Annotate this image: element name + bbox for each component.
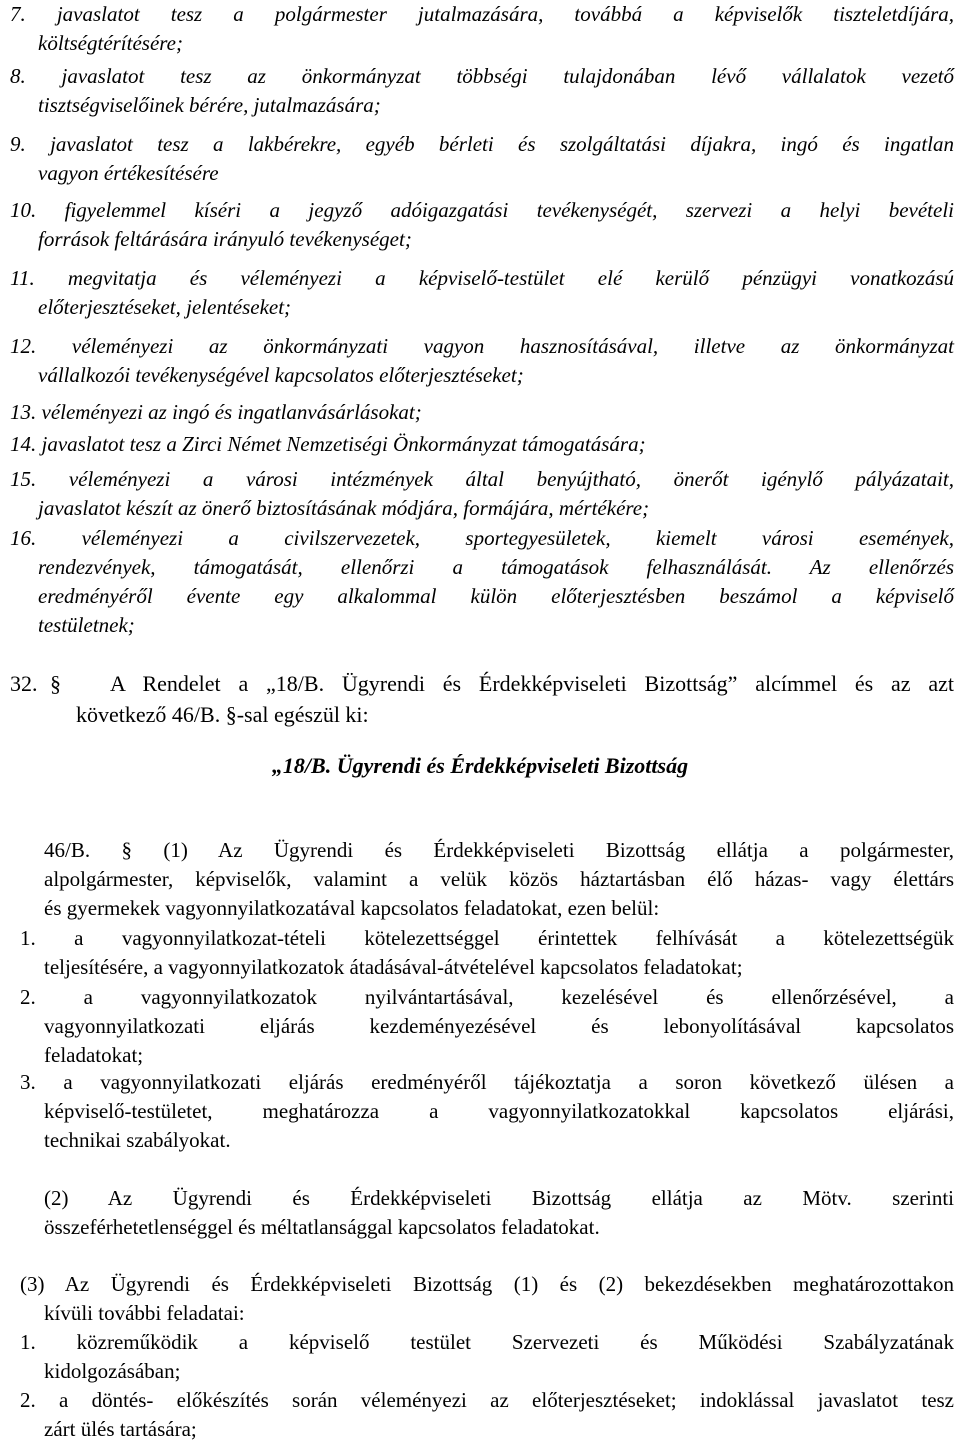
- section-text-line: következő 46/B. §-sal egészül ki:: [76, 702, 369, 727]
- item-number: 2.: [20, 985, 36, 1009]
- item-number: 2.: [20, 1388, 36, 1412]
- item-text-line: véleményezi a civilszervezetek, sportegyesületek, kiemelt városi események,: [81, 526, 954, 550]
- item-text-line: véleményezi az ingó és ingatlanvásárlásokat;: [41, 400, 422, 424]
- item-text-line: feladatokat;: [44, 1043, 144, 1067]
- list-item-15: [10, 465, 954, 523]
- paragraph-2: [44, 1184, 954, 1242]
- list-item-8: [10, 62, 954, 120]
- item-text-line: előterjesztéseket, jelentéseket;: [38, 295, 292, 319]
- section-symbol: §: [50, 671, 61, 696]
- item-text-line: véleményezi az önkormányzati vagyon hasznosításával, illetve az önkormányzat: [71, 334, 954, 358]
- list-item-16: [10, 524, 954, 640]
- list-item-10: [10, 196, 954, 254]
- item-text-line: javaslatot tesz a Zirci Német Nemzetiségi Önkormányzat támogatására;: [41, 432, 646, 456]
- paragraph-1: [44, 836, 954, 923]
- list-b-item-2: [20, 983, 954, 1070]
- paragraph-text-line: (3) Az Ügyrendi és Érdekképviseleti Bizottság (1) és (2) bekezdésekben meghatározottakon: [20, 1272, 954, 1296]
- list-item-9: [10, 130, 954, 188]
- paragraph-3: [20, 1270, 954, 1328]
- item-number: 9.: [10, 132, 26, 156]
- paragraph-text-line: (2) Az Ügyrendi és Érdekképviseleti Bizottság ellátja az Mötv. szerinti: [44, 1186, 954, 1210]
- item-text-line: javaslatot tesz az önkormányzat többségi tulajdonában lévő vállalatok vezető: [61, 64, 954, 88]
- list-item-11: [10, 264, 954, 322]
- paragraph-text-line: és gyermekek vagyonnyilatkozatával kapcsolatos feladatokat, ezen belül:: [44, 896, 660, 920]
- item-text-line: közreműködik a képviselő testület Szervezeti és Működési Szabályzatának: [76, 1330, 955, 1354]
- item-number: 11.: [10, 266, 35, 290]
- item-text-line: költségtérítésére;: [38, 31, 184, 55]
- item-text-line: vállalkozói tevékenységével kapcsolatos előterjesztéseket;: [38, 363, 524, 387]
- item-text-line: rendezvények, támogatását, ellenőrzi a támogatások felhasználását. Az ellenőrzés: [38, 555, 954, 579]
- list-item-12: [10, 332, 954, 390]
- item-text-line: testületnek;: [38, 613, 135, 637]
- item-text-line: vagyonnyilatkozati eljárás kezdeményezésével és lebonyolításával kapcsolatos: [44, 1014, 954, 1038]
- list-item-14: [10, 430, 954, 459]
- item-text-line: teljesítésére, a vagyonnyilatkozatok átadásával-átvételével kapcsolatos feladatokat;: [44, 955, 743, 979]
- list-b-item-3: [20, 1068, 954, 1155]
- item-number: 15.: [10, 467, 37, 491]
- item-number: 8.: [10, 64, 26, 88]
- item-number: 14.: [10, 432, 37, 456]
- item-text-line: eredményéről évente egy alkalommal külön előterjesztésben beszámol a képviselő: [38, 584, 954, 608]
- item-number: 13.: [10, 400, 37, 424]
- paragraph-text-line: 46/B. § (1) Az Ügyrendi és Érdekképviseleti Bizottság ellátja a polgármester,: [44, 838, 954, 862]
- item-text-line: képviselő-testületet, meghatározza a vagyonnyilatkozatokkal kapcsolatos eljárási,: [44, 1099, 954, 1123]
- item-number: 1.: [20, 926, 36, 950]
- item-number: 12.: [10, 334, 37, 358]
- item-text-line: megvitatja és véleményezi a képviselő-testület elé kerülő pénzügyi vonatkozású: [67, 266, 955, 290]
- item-text-line: a vagyonnyilatkozati eljárás eredményéről tájékoztatja a soron következő ülésen a: [63, 1070, 955, 1094]
- item-text-line: zárt ülés tartására;: [44, 1417, 197, 1441]
- item-text-line: vagyon értékesítésére: [38, 161, 219, 185]
- list-item-13: [10, 398, 954, 427]
- item-number: 16.: [10, 526, 37, 550]
- section-number: 32.: [10, 671, 38, 696]
- item-text-line: véleményezi a városi intézmények által benyújtható, önerőt igénylő pályázatait,: [68, 467, 955, 491]
- item-number: 7.: [10, 2, 26, 26]
- item-text-line: tisztségviselőinek bérére, jutalmazására;: [38, 93, 381, 117]
- section-text-line: A Rendelet a „18/B. Ügyrendi és Érdekképviseleti Bizottság” alcímmel és az azt: [110, 671, 954, 696]
- item-number: 1.: [20, 1330, 36, 1354]
- list-c-item-2: [20, 1386, 954, 1444]
- paragraph-text-line: kívüli további feladatai:: [44, 1301, 245, 1325]
- item-text-line: a döntés- előkészítés során véleményezi az előterjesztéseket; indoklással javaslatot tesz: [59, 1388, 955, 1412]
- item-number: 10.: [10, 198, 37, 222]
- paragraph-text-line: alpolgármester, képviselők, valamint a velük közös háztartásban élő házas- vagy élettárs: [44, 867, 954, 891]
- list-item-7: [10, 0, 954, 58]
- item-number: 3.: [20, 1070, 36, 1094]
- list-b-item-1: [20, 924, 954, 982]
- item-text-line: a vagyonnyilatkozat-tételi kötelezettséggel érintettek felhívását a kötelezettségük: [74, 926, 955, 950]
- item-text-line: javaslatot készít az önerő biztosításának módjára, formájára, mértékére;: [38, 496, 650, 520]
- item-text-line: javaslatot tesz a polgármester jutalmazására, továbbá a képviselők tiszteletdíjára,: [56, 2, 954, 26]
- item-text-line: a vagyonnyilatkozatok nyilvántartásával, kezelésével és ellenőrzésével, a: [83, 985, 955, 1009]
- item-text-line: források feltárására irányuló tevékenységet;: [38, 227, 412, 251]
- section-heading: „18/B. Ügyrendi és Érdekképviseleti Bizottság: [271, 753, 689, 778]
- item-text-line: figyelemmel kíséri a jegyző adóigazgatási tevékenységét, szervezi a helyi bevételi: [64, 198, 954, 222]
- item-text-line: kidolgozásában;: [44, 1359, 181, 1383]
- item-text-line: javaslatot tesz a lakbérekre, egyéb bérleti és szolgáltatási díjakra, ingó és ingatlan: [50, 132, 954, 156]
- list-c-item-1: [20, 1328, 954, 1386]
- item-text-line: technikai szabályokat.: [44, 1128, 231, 1152]
- paragraph-text-line: összeférhetetlenséggel és méltatlansággal kapcsolatos feladatokat.: [44, 1215, 600, 1239]
